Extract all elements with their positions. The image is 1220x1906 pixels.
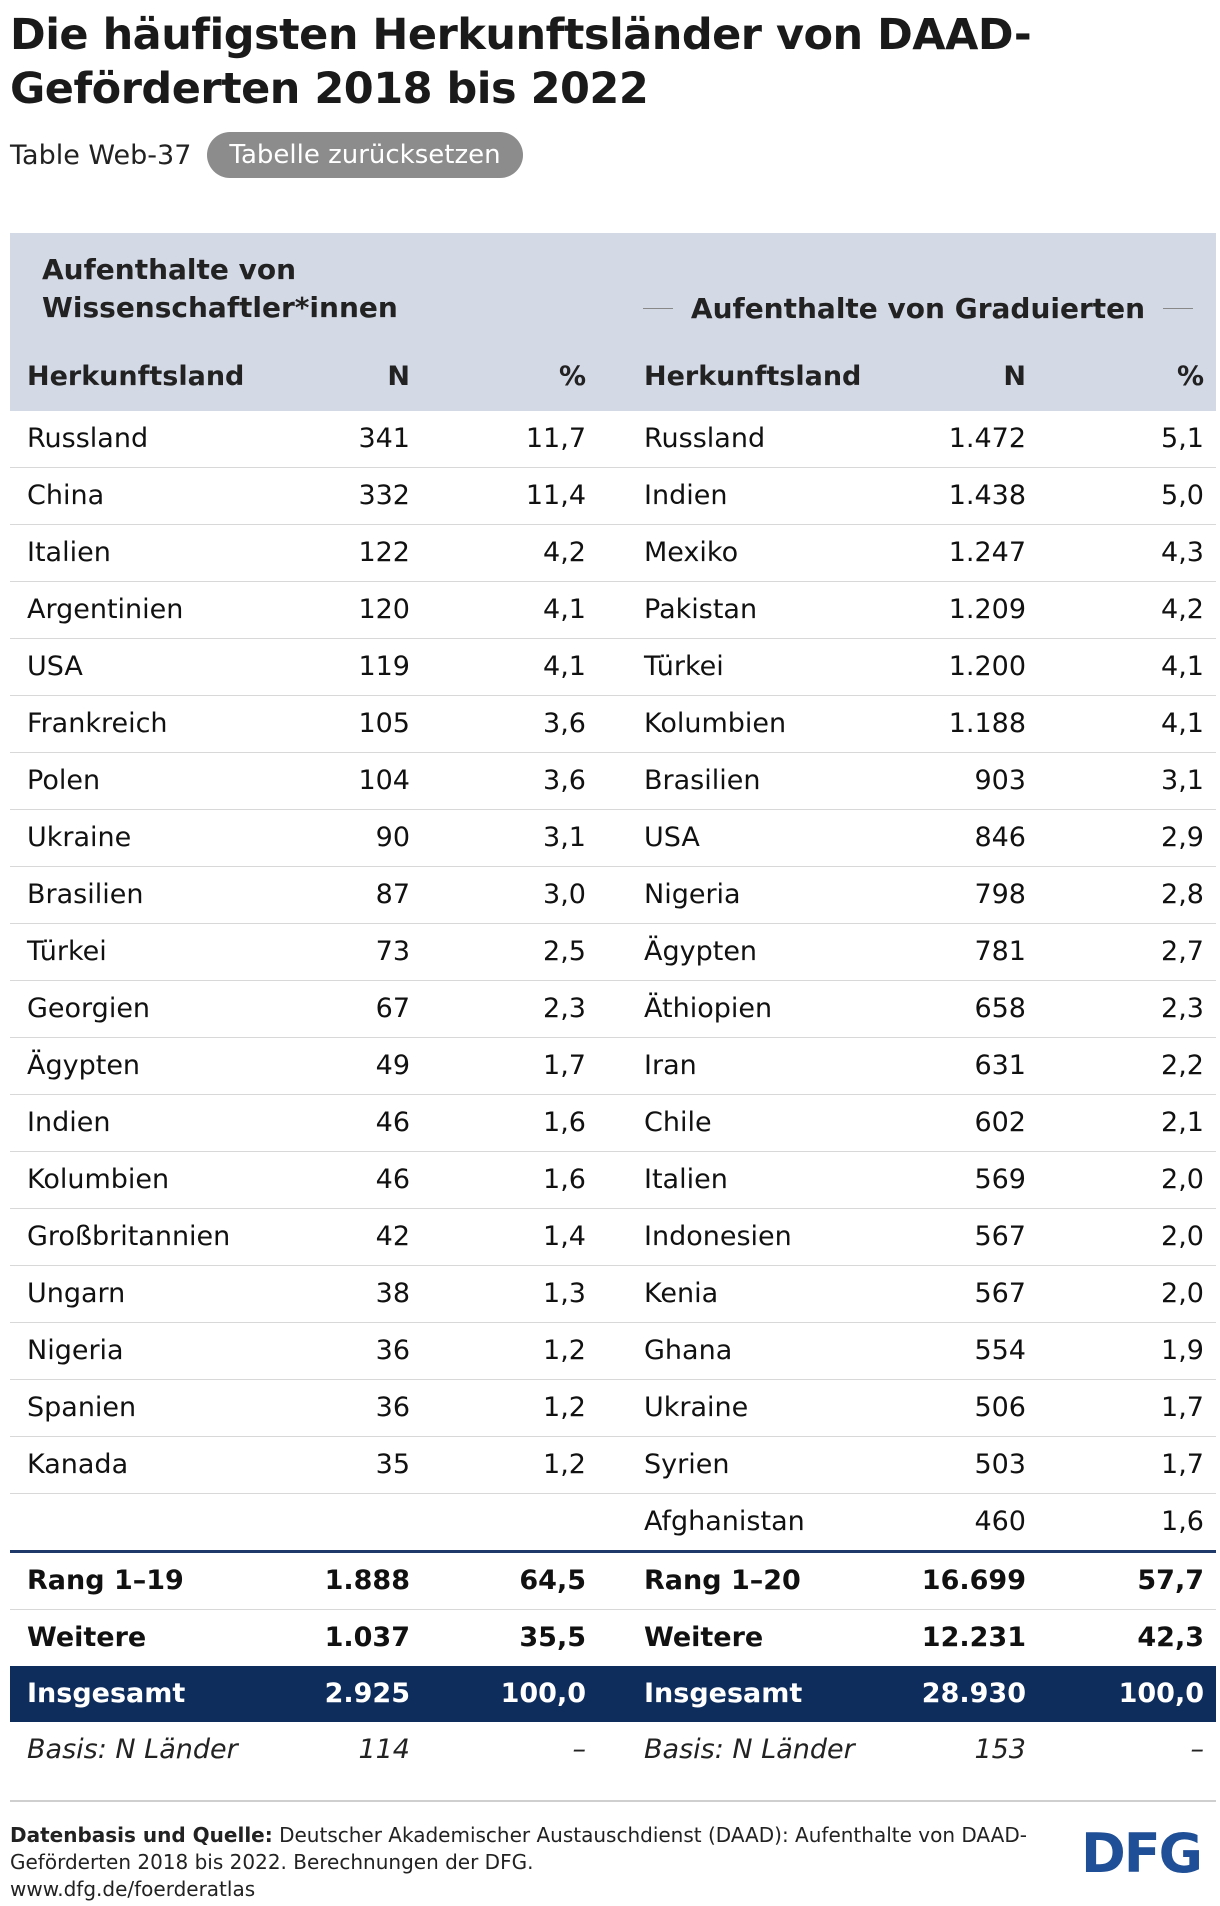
cell-country-left: Russland (27, 423, 149, 454)
total-pct-right: 100,0 (1118, 1678, 1204, 1709)
other-pct-left: 35,5 (519, 1622, 586, 1653)
cell-n-right: 554 (974, 1335, 1026, 1366)
cell-n-left: 341 (358, 423, 410, 454)
cell-pct-left: 1,2 (543, 1392, 586, 1423)
cell-country-right: Ghana (644, 1335, 733, 1366)
cell-n-left: 36 (375, 1335, 410, 1366)
rank-n-right: 16.699 (921, 1565, 1026, 1596)
table-body (10, 411, 1216, 1550)
total-n-right: 28.930 (921, 1678, 1026, 1709)
cell-pct-right: 1,6 (1161, 1506, 1204, 1537)
basis-pct-left: – (572, 1734, 586, 1765)
cell-n-left: 67 (375, 993, 410, 1024)
rank-pct-right: 57,7 (1137, 1565, 1204, 1596)
source-text: Deutscher Akademischer Austauschdienst (DAAD): Aufenthalte von DAAD-Geförderten 2018 bis 2022. Berechnungen der DFG. (10, 1823, 1027, 1874)
cell-n-left: 90 (375, 822, 410, 853)
cell-pct-left: 3,6 (543, 708, 586, 739)
cell-country-right: Brasilien (644, 765, 761, 796)
basis-label-left: Basis: N Länder (27, 1734, 238, 1765)
cell-country-left: Indien (27, 1107, 111, 1138)
table-row (10, 1380, 1216, 1437)
table-id: Table Web-37 (10, 139, 192, 171)
cell-n-right: 1.209 (948, 594, 1026, 625)
cell-n-right: 1.472 (948, 423, 1026, 454)
cell-pct-left: 11,7 (525, 423, 586, 454)
table-row (10, 525, 1216, 582)
cell-pct-right: 2,0 (1161, 1278, 1204, 1309)
cell-country-right: Pakistan (644, 594, 758, 625)
cell-country-right: Kenia (644, 1278, 719, 1309)
cell-country-right: Indonesien (644, 1221, 792, 1252)
cell-country-left: Polen (27, 765, 101, 796)
source-label: Datenbasis und Quelle: (10, 1823, 273, 1847)
cell-country-right: Äthiopien (644, 993, 773, 1024)
cell-country-right: Chile (644, 1107, 712, 1138)
cell-pct-right: 2,0 (1161, 1164, 1204, 1195)
table-row (10, 924, 1216, 981)
cell-n-right: 460 (974, 1506, 1026, 1537)
cell-country-left: Kanada (27, 1449, 129, 1480)
cell-n-left: 46 (375, 1107, 410, 1138)
cell-pct-right: 5,0 (1161, 480, 1204, 511)
cell-pct-right: 3,1 (1161, 765, 1204, 796)
cell-country-right: Afghanistan (644, 1506, 805, 1537)
cell-pct-right: 2,8 (1161, 879, 1204, 910)
reset-table-button[interactable]: Tabelle zurücksetzen (207, 132, 522, 178)
cell-pct-right: 2,7 (1161, 936, 1204, 967)
cell-pct-right: 4,2 (1161, 594, 1204, 625)
table-row (10, 639, 1216, 696)
other-n-right: 12.231 (921, 1622, 1026, 1653)
table-row (10, 696, 1216, 753)
rank-label-left: Rang 1–19 (27, 1565, 184, 1596)
cell-n-right: 567 (974, 1278, 1026, 1309)
group-header-scientists: Aufenthalte von Wissenschaftler*innen (42, 253, 398, 324)
cell-pct-right: 1,7 (1161, 1392, 1204, 1423)
total-pct-left: 100,0 (500, 1678, 586, 1709)
cell-n-right: 631 (974, 1050, 1026, 1081)
dfg-logo (1068, 1822, 1214, 1878)
table-row (10, 1038, 1216, 1095)
cell-n-left: 35 (375, 1449, 410, 1480)
cell-pct-left: 1,2 (543, 1335, 586, 1366)
rank-pct-left: 64,5 (519, 1565, 586, 1596)
cell-pct-left: 3,1 (543, 822, 586, 853)
cell-n-right: 658 (974, 993, 1026, 1024)
group-header-graduates-label: Aufenthalte von Graduierten (690, 291, 1146, 325)
cell-pct-left: 11,4 (525, 480, 586, 511)
col-header-country-right[interactable]: Herkunftsland (644, 361, 862, 392)
cell-country-right: Nigeria (644, 879, 741, 910)
table-row (10, 582, 1216, 639)
cell-country-right: Iran (644, 1050, 697, 1081)
table-header (10, 233, 1216, 411)
cell-pct-left: 1,2 (543, 1449, 586, 1480)
rank-n-left: 1.888 (324, 1565, 410, 1596)
cell-n-left: 73 (375, 936, 410, 967)
table-row (10, 1095, 1216, 1152)
group-rule-left (643, 308, 673, 309)
cell-pct-right: 2,3 (1161, 993, 1204, 1024)
cell-n-right: 503 (974, 1449, 1026, 1480)
table-row (10, 468, 1216, 525)
cell-pct-right: 2,9 (1161, 822, 1204, 853)
cell-pct-right: 2,1 (1161, 1107, 1204, 1138)
cell-pct-left: 2,5 (543, 936, 586, 967)
basis-row (10, 1722, 1216, 1778)
cell-country-left: Georgien (27, 993, 151, 1024)
cell-n-left: 36 (375, 1392, 410, 1423)
cell-n-right: 569 (974, 1164, 1026, 1195)
cell-country-left: USA (27, 651, 83, 682)
cell-n-right: 567 (974, 1221, 1026, 1252)
cell-n-right: 1.188 (948, 708, 1026, 739)
cell-n-right: 846 (974, 822, 1026, 853)
col-header-pct-right[interactable]: % (1176, 361, 1204, 392)
other-label-left: Weitere (27, 1622, 147, 1653)
other-row (10, 1610, 1216, 1666)
total-n-left: 2.925 (324, 1678, 410, 1709)
cell-country-right: Indien (644, 480, 728, 511)
data-table (10, 233, 1216, 1778)
cell-country-left: Ukraine (27, 822, 132, 853)
dfg-logo-text: DFG (1080, 1822, 1202, 1878)
basis-pct-right: – (1190, 1734, 1204, 1765)
cell-country-right: Ägypten (644, 936, 758, 967)
cell-pct-left: 1,6 (543, 1107, 586, 1138)
table-row (10, 981, 1216, 1038)
cell-n-left: 46 (375, 1164, 410, 1195)
cell-pct-right: 4,3 (1161, 537, 1204, 568)
cell-n-right: 781 (974, 936, 1026, 967)
cell-n-right: 506 (974, 1392, 1026, 1423)
col-header-n-right[interactable]: N (1003, 361, 1026, 392)
table-row (10, 1437, 1216, 1494)
cell-country-left: Argentinien (27, 594, 184, 625)
cell-pct-left: 3,0 (543, 879, 586, 910)
table-row (10, 1209, 1216, 1266)
cell-pct-left: 1,3 (543, 1278, 586, 1309)
total-row (10, 1666, 1216, 1722)
cell-country-left: Kolumbien (27, 1164, 170, 1195)
cell-n-left: 87 (375, 879, 410, 910)
other-pct-right: 42,3 (1137, 1622, 1204, 1653)
cell-country-left: Italien (27, 537, 111, 568)
cell-country-right: Syrien (644, 1449, 730, 1480)
column-headers (10, 351, 1216, 403)
group-header-graduates (643, 289, 1193, 327)
cell-n-right: 1.247 (948, 537, 1026, 568)
table-row (10, 1152, 1216, 1209)
other-n-left: 1.037 (324, 1622, 410, 1653)
cell-pct-left: 1,7 (543, 1050, 586, 1081)
cell-n-right: 798 (974, 879, 1026, 910)
cell-country-left: Ungarn (27, 1278, 126, 1309)
cell-n-right: 1.438 (948, 480, 1026, 511)
other-label-right: Weitere (644, 1622, 764, 1653)
col-header-pct-left[interactable]: % (558, 361, 586, 392)
table-row (10, 1494, 1216, 1550)
page-title: Die häufigsten Herkunftsländer von DAAD-Geförderten 2018 bis 2022 (10, 10, 1032, 114)
cell-n-left: 38 (375, 1278, 410, 1309)
cell-n-left: 42 (375, 1221, 410, 1252)
cell-n-left: 122 (358, 537, 410, 568)
cell-country-left: Großbritannien (27, 1221, 231, 1252)
total-label-right: Insgesamt (644, 1678, 803, 1709)
group-rule-right (1163, 308, 1193, 309)
cell-country-right: Kolumbien (644, 708, 787, 739)
total-label-left: Insgesamt (27, 1678, 186, 1709)
table-row (10, 867, 1216, 924)
footer-source (10, 1822, 1040, 1903)
table-toolbar (10, 132, 523, 178)
table-row (10, 411, 1216, 468)
cell-n-right: 1.200 (948, 651, 1026, 682)
cell-n-left: 120 (358, 594, 410, 625)
cell-pct-right: 4,1 (1161, 708, 1204, 739)
source-url[interactable]: www.dfg.de/foerderatlas (10, 1877, 256, 1901)
table-row (10, 810, 1216, 867)
cell-pct-right: 2,2 (1161, 1050, 1204, 1081)
cell-country-right: Russland (644, 423, 766, 454)
cell-pct-left: 1,4 (543, 1221, 586, 1252)
col-header-country-left[interactable]: Herkunftsland (27, 361, 245, 392)
rank-row (10, 1553, 1216, 1610)
cell-pct-right: 1,9 (1161, 1335, 1204, 1366)
cell-country-right: Ukraine (644, 1392, 749, 1423)
cell-pct-left: 4,1 (543, 651, 586, 682)
cell-pct-right: 1,7 (1161, 1449, 1204, 1480)
col-header-n-left[interactable]: N (387, 361, 410, 392)
cell-country-left: China (27, 480, 105, 511)
cell-pct-right: 2,0 (1161, 1221, 1204, 1252)
basis-n-left: 114 (358, 1734, 410, 1765)
cell-country-left: Türkei (27, 936, 107, 967)
cell-country-right: Türkei (644, 651, 724, 682)
cell-pct-left: 4,1 (543, 594, 586, 625)
cell-country-left: Brasilien (27, 879, 144, 910)
cell-pct-right: 4,1 (1161, 651, 1204, 682)
cell-country-right: USA (644, 822, 700, 853)
cell-n-left: 49 (375, 1050, 410, 1081)
cell-pct-left: 1,6 (543, 1164, 586, 1195)
cell-country-left: Nigeria (27, 1335, 124, 1366)
table-row (10, 753, 1216, 810)
cell-n-left: 119 (358, 651, 410, 682)
cell-country-right: Mexiko (644, 537, 739, 568)
cell-pct-left: 4,2 (543, 537, 586, 568)
cell-country-left: Spanien (27, 1392, 137, 1423)
cell-n-left: 332 (358, 480, 410, 511)
rank-label-right: Rang 1–20 (644, 1565, 801, 1596)
cell-n-right: 903 (974, 765, 1026, 796)
cell-country-left: Frankreich (27, 708, 168, 739)
cell-n-left: 104 (358, 765, 410, 796)
cell-pct-left: 2,3 (543, 993, 586, 1024)
cell-n-left: 105 (358, 708, 410, 739)
basis-label-right: Basis: N Länder (644, 1734, 855, 1765)
table-row (10, 1266, 1216, 1323)
table-row (10, 1323, 1216, 1380)
cell-country-right: Italien (644, 1164, 728, 1195)
footer-divider (10, 1800, 1216, 1802)
cell-country-left: Ägypten (27, 1050, 141, 1081)
cell-pct-right: 5,1 (1161, 423, 1204, 454)
cell-pct-left: 3,6 (543, 765, 586, 796)
basis-n-right: 153 (974, 1734, 1026, 1765)
cell-n-right: 602 (974, 1107, 1026, 1138)
